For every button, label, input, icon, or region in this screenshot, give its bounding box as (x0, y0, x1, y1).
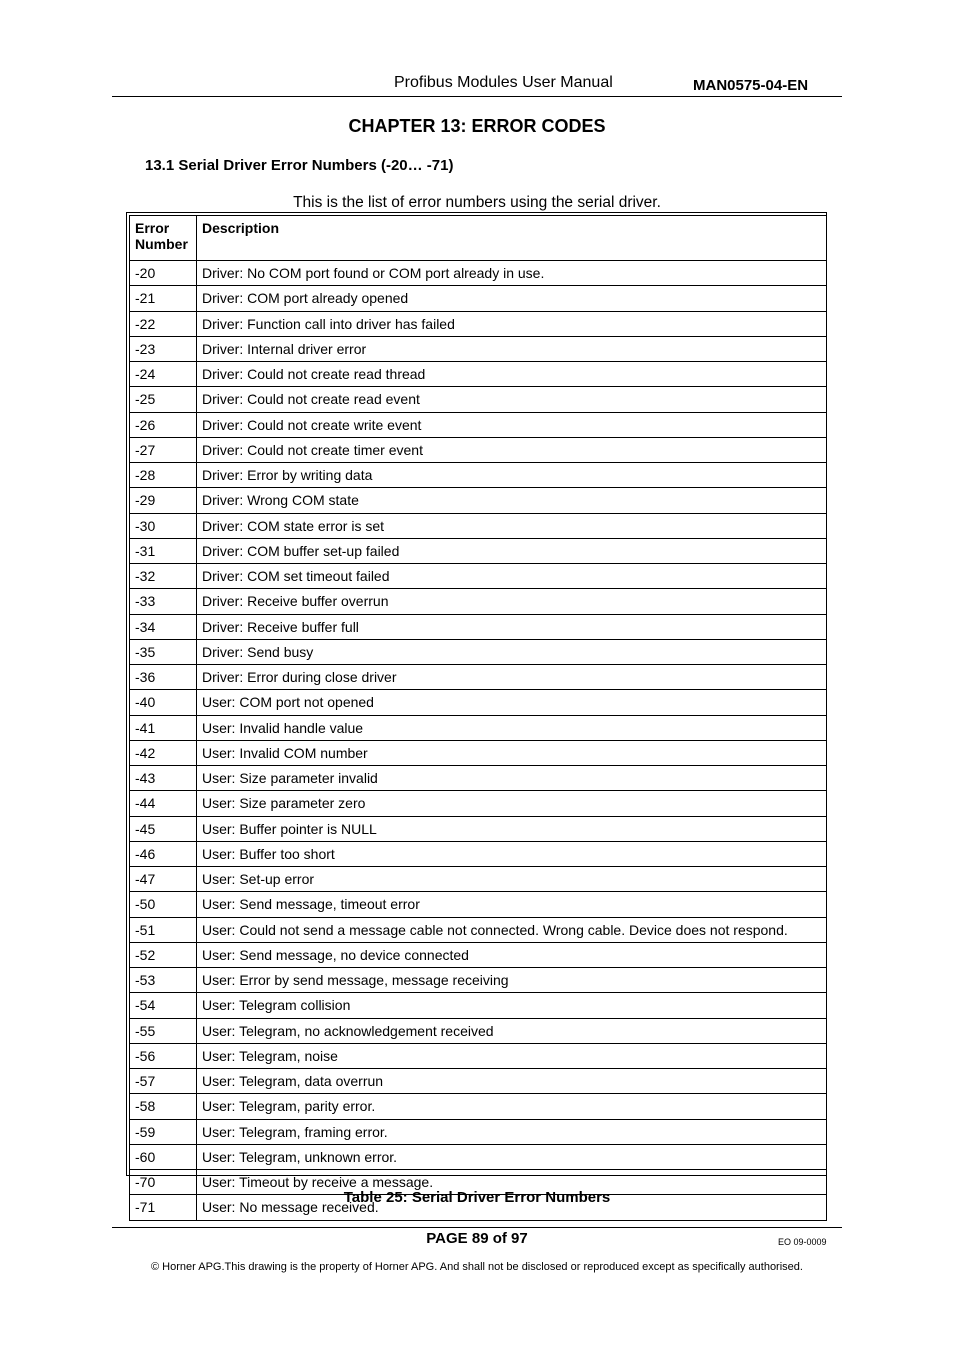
table-body (130, 261, 827, 1221)
table-row (130, 892, 827, 917)
table-row (130, 564, 827, 589)
table-row (130, 614, 827, 639)
description-cell: Driver: COM buffer set-up failed (197, 538, 827, 563)
description-cell: Driver: Could not create read event (197, 387, 827, 412)
description-cell: Driver: Function call into driver has failed (197, 311, 827, 336)
description-cell: Driver: Error by writing data (197, 463, 827, 488)
description-cell: Driver: Receive buffer overrun (197, 589, 827, 614)
table-row (130, 286, 827, 311)
error-number-cell: -23 (130, 336, 197, 361)
table-row (130, 261, 827, 286)
error-number-cell: -45 (130, 816, 197, 841)
table-row (130, 816, 827, 841)
description-cell: Driver: No COM port found or COM port already in use. (197, 261, 827, 286)
description-cell: Driver: Wrong COM state (197, 488, 827, 513)
description-cell: User: Telegram, noise (197, 1043, 827, 1068)
error-number-cell: -27 (130, 437, 197, 462)
table-row (130, 1119, 827, 1144)
description-cell: User: Telegram, data overrun (197, 1069, 827, 1094)
description-cell: Driver: COM state error is set (197, 513, 827, 538)
description-cell: Driver: Could not create write event (197, 412, 827, 437)
table-row (130, 387, 827, 412)
section-title: 13.1 Serial Driver Error Numbers (-20… -71) (145, 157, 454, 174)
description-cell: User: Buffer too short (197, 841, 827, 866)
table-row (130, 311, 827, 336)
table-caption: Table 25: Serial Driver Error Numbers (343, 1189, 611, 1206)
table-row (130, 740, 827, 765)
error-number-cell: -46 (130, 841, 197, 866)
table-row (130, 867, 827, 892)
error-number-cell: -70 (130, 1170, 197, 1195)
description-cell: Driver: COM port already opened (197, 286, 827, 311)
error-number-cell: -20 (130, 261, 197, 286)
table-row (130, 841, 827, 866)
description-cell: User: Buffer pointer is NULL (197, 816, 827, 841)
table-row (130, 513, 827, 538)
description-cell: User: Size parameter zero (197, 791, 827, 816)
description-cell: User: Size parameter invalid (197, 766, 827, 791)
error-number-cell: -50 (130, 892, 197, 917)
table-row (130, 968, 827, 993)
table-row (130, 791, 827, 816)
table-row (130, 917, 827, 942)
error-number-cell: -36 (130, 665, 197, 690)
error-number-cell: -32 (130, 564, 197, 589)
table-row (130, 639, 827, 664)
description-cell: User: Set-up error (197, 867, 827, 892)
error-number-cell: -35 (130, 639, 197, 664)
table-row (130, 463, 827, 488)
error-number-cell: -52 (130, 942, 197, 967)
description-cell: User: Invalid handle value (197, 715, 827, 740)
error-number-cell: -25 (130, 387, 197, 412)
table-header-row (130, 216, 827, 261)
header-description: Description (197, 216, 827, 261)
description-cell: Driver: Error during close driver (197, 665, 827, 690)
table-row (130, 665, 827, 690)
table-row (130, 715, 827, 740)
table-row (130, 690, 827, 715)
description-cell: Driver: Receive buffer full (197, 614, 827, 639)
table-row (130, 1018, 827, 1043)
error-number-cell: -55 (130, 1018, 197, 1043)
description-cell: Driver: Could not create read thread (197, 362, 827, 387)
error-number-cell: -60 (130, 1144, 197, 1169)
table-row (130, 1043, 827, 1068)
description-cell: User: Send message, no device connected (197, 942, 827, 967)
error-number-cell: -58 (130, 1094, 197, 1119)
table-row (130, 412, 827, 437)
table-row (130, 1069, 827, 1094)
description-cell: User: Could not send a message cable not connected. Wrong cable. Device does not respond. (197, 917, 827, 942)
description-cell: User: Telegram collision (197, 993, 827, 1018)
description-cell: User: Send message, timeout error (197, 892, 827, 917)
description-cell: User: No message received. (197, 1195, 827, 1220)
table-row (130, 336, 827, 361)
description-cell: User: Telegram, no acknowledgement received (197, 1018, 827, 1043)
table-row (130, 766, 827, 791)
error-number-cell: -54 (130, 993, 197, 1018)
error-number-cell: -24 (130, 362, 197, 387)
error-number-cell: -41 (130, 715, 197, 740)
description-cell: Driver: Could not create timer event (197, 437, 827, 462)
error-number-cell: -33 (130, 589, 197, 614)
error-number-cell: -56 (130, 1043, 197, 1068)
document-code: MAN0575-04-EN (693, 77, 809, 94)
error-number-cell: -22 (130, 311, 197, 336)
error-number-cell: -34 (130, 614, 197, 639)
error-number-cell: -42 (130, 740, 197, 765)
description-cell: User: Telegram, unknown error. (197, 1144, 827, 1169)
eo-code: EO 09-0009 (778, 1237, 827, 1247)
description-cell: User: Telegram, parity error. (197, 1094, 827, 1119)
header-error-number: Error Number (130, 216, 197, 261)
error-number-cell: -59 (130, 1119, 197, 1144)
description-cell: Driver: Send busy (197, 639, 827, 664)
footer-divider (112, 1227, 842, 1228)
chapter-title: CHAPTER 13: ERROR CODES (348, 116, 606, 136)
error-number-cell: -31 (130, 538, 197, 563)
error-table (129, 215, 827, 1221)
table-row (130, 362, 827, 387)
table-row (130, 538, 827, 563)
description-cell: User: Telegram, framing error. (197, 1119, 827, 1144)
table-row (130, 488, 827, 513)
table-row (130, 993, 827, 1018)
description-cell: User: COM port not opened (197, 690, 827, 715)
error-number-cell: -21 (130, 286, 197, 311)
description-cell: Driver: COM set timeout failed (197, 564, 827, 589)
header-title: Profibus Modules User Manual (394, 74, 613, 91)
error-number-cell: -53 (130, 968, 197, 993)
error-number-cell: -43 (130, 766, 197, 791)
table-row (130, 1144, 827, 1169)
error-number-cell: -44 (130, 791, 197, 816)
error-number-cell: -47 (130, 867, 197, 892)
table-row (130, 942, 827, 967)
error-number-cell: -28 (130, 463, 197, 488)
error-number-cell: -30 (130, 513, 197, 538)
error-number-cell: -26 (130, 412, 197, 437)
table-row (130, 437, 827, 462)
description-cell: User: Error by send message, message receiving (197, 968, 827, 993)
error-number-cell: -29 (130, 488, 197, 513)
error-number-cell: -71 (130, 1195, 197, 1220)
error-number-cell: -40 (130, 690, 197, 715)
description-cell: User: Timeout by receive a message. (197, 1170, 827, 1195)
copyright-notice: © Horner APG.This drawing is the property of Horner APG. And shall not be disclosed or reproduced except as specifically authorised. (151, 1261, 803, 1273)
header-divider (112, 96, 842, 97)
error-number-cell: -57 (130, 1069, 197, 1094)
description-cell: Driver: Internal driver error (197, 336, 827, 361)
description-cell: User: Invalid COM number (197, 740, 827, 765)
page-number: PAGE 89 of 97 (426, 1230, 528, 1247)
table-row (130, 1094, 827, 1119)
error-number-cell: -51 (130, 917, 197, 942)
intro-text: This is the list of error numbers using the serial driver. (293, 194, 661, 211)
table-row (130, 589, 827, 614)
